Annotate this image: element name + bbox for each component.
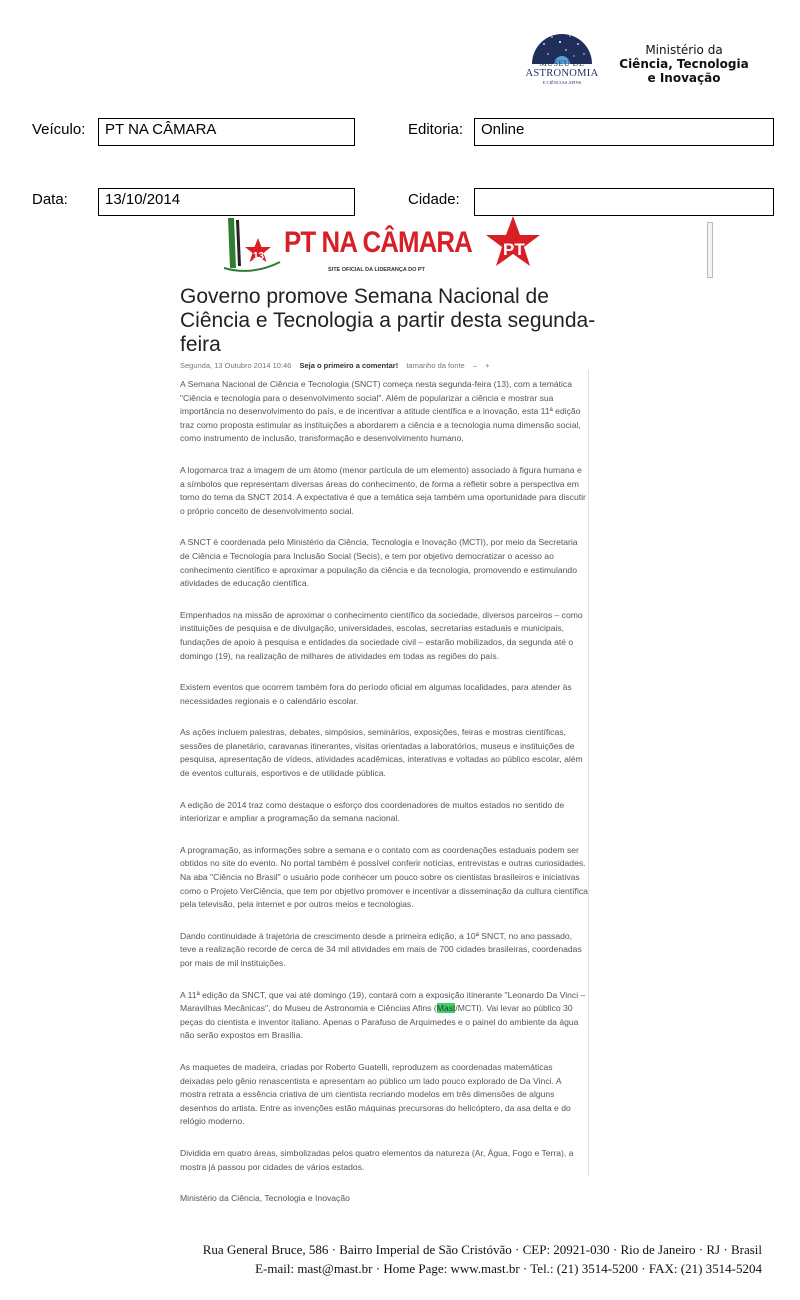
article-paragraph: A edição de 2014 traz como destaque o esforço dos coordenadores de muitos estados no sentido de interiorizar e ampliar a programação da semana nacional. xyxy=(180,799,565,824)
footer-line1: Rua General Bruce, 586 · Bairro Imperial de São Cristóvão · CEP: 20921-030 · Rio de Janeiro · RJ · Brasil xyxy=(202,1242,762,1257)
footer-address xyxy=(203,1240,762,1278)
article-paragraph: Empenhados na missão de aproximar o conhecimento científico da sociedade, diversos parceiros – como instituições de pesquisa e de divulgação, universidades, escolas, secretarias estaduais e municipais, fundações de apoio à pesquisa e entidades da sociedade civil – estarão mobilizados, da segunda até o domingo (19), na realização de milhares de atividades em todas as regiões do país. xyxy=(180,609,583,661)
article-paragraph: A programação, as informações sobre a semana e o contato com as coordenações estaduais podem ser obtidos no site do evento. No portal também é possível conferir notícias, entrevistas e outras curiosidades. Na aba "Ciência no Brasil" o usuário pode conhecer um pouco sobre os cientistas brasileiros e iniciativas como o Projeto VerCiência, que tem por objetivo promover e incentivar a disseminação da cultura científica pela televisão, pela internet e por outros meios e tecnologias. xyxy=(180,844,588,910)
font-increase-button[interactable]: + xyxy=(485,361,490,370)
ministry-line1: Ministério da xyxy=(645,43,723,57)
article-paragraph: Existem eventos que ocorrem também fora do período oficial em algumas localidades, para atender às necessidades regionais e o calendário escolar. xyxy=(180,682,572,706)
ministry-line3: e Inovação xyxy=(647,71,721,85)
article-headline: Governo promove Semana Nacional de Ciência e Tecnologia a partir desta segunda-feira xyxy=(180,285,596,356)
article-paragraph: Dando continuidade à trajetória de crescimento desde a primeira edição, a 10ª SNCT, no ano passado, teve a realização recorde de cerca de 34 mil atividades em mais de 700 cidades brasileiras, coordenadas por mais de mil instituições. xyxy=(180,930,582,968)
article-signature: Ministério da Ciência, Tecnologia e Inovação xyxy=(180,1193,350,1204)
ministry-line2: Ciência, Tecnologia xyxy=(619,57,749,71)
mast-highlight: Mast xyxy=(436,1003,456,1014)
article-paragraph: As ações incluem palestras, debates, simpósios, seminários, exposições, feiras e mostras científicas, sessões de planetário, caravanas itinerantes, visitas orientadas a laboratórios, museus e instituições de pesquisa, apresentação de vídeos, atividades acadêmicas, interativas e voltadas ao público escolar, além de eventos culturais, esportivos e de utilidade pública. xyxy=(180,727,583,779)
star-13-number: 13 xyxy=(253,251,265,262)
museum-logo-text xyxy=(522,60,602,85)
footer-line2: E-mail: mast@mast.br · Home Page: www.mast.br · Tel.: (21) 3514-5200 · FAX: (21) 3514-5204 xyxy=(255,1261,762,1276)
article-paragraph: As maquetes de madeira, criadas por Roberto Guatelli, reproduzem as coordenadas matemáticas deixadas pelo gênio renascentista e apresentam ao público um lado pouco explorado de Da Vinci. A mostra retrata a essência criativa de um cientista recriando modelos em três dimensões de alguns desenhos do artista. Entre as invenções estão máquinas precursoras do helicóptero, da asa delta e do relógio moderno. xyxy=(180,1061,571,1127)
column-divider xyxy=(588,370,589,1176)
museum-logo-line2: ASTRONOMIA xyxy=(525,68,599,79)
article-paragraph: A Semana Nacional de Ciência e Tecnologia (SNCT) começa nesta segunda-feira (13), com a temática "Ciência e tecnologia para o desenvolvimento social". Além de popularizar a ciência e mostrar sua importância no desenvolvimento do país, e de incentivar a atitude científica e a inovação, esta 11ª edição traz como proposta estimular as instituições a abordarem a ciência e a tecnologia numa dimensão social, como instrumento de inclusão, transformação e desenvolvimento humano. xyxy=(180,379,581,444)
font-size-label: tamanho da fonte xyxy=(406,361,465,370)
comment-link[interactable]: Seja o primeiro a comentar! xyxy=(299,361,399,370)
veiculo-field: PT NA CÂMARA xyxy=(98,118,355,146)
museum-logo-line3: E CIÊNCIAS AFINS xyxy=(542,79,582,85)
article-meta xyxy=(180,361,495,370)
editoria-field: Online xyxy=(474,118,774,146)
cidade-label: Cidade: xyxy=(408,191,460,208)
data-label: Data: xyxy=(32,191,68,208)
pt-star-label: PT xyxy=(503,240,525,259)
cidade-field xyxy=(474,188,774,216)
article-paragraph-mast xyxy=(180,989,588,1043)
museum-logo-line1: MUSEU DE xyxy=(539,59,585,68)
article-paragraph: A logomarca traz a imagem de um átomo (menor partícula de um elemento) associado à figura humana e a símbolos que representam diversas áreas do conhecimento, de forma a refletir sobre a perspectiva em torno do tema da SNCT 2014. A expectativa é que a temática seja também uma oportunidade para discutir o próprio conceito de desenvolvimento social. xyxy=(180,464,586,516)
font-decrease-button[interactable]: – xyxy=(472,361,477,370)
pt-banner-subtitle: SITE OFICIAL DA LIDERANÇA DO PT xyxy=(328,267,425,273)
data-field: 13/10/2014 xyxy=(98,188,355,216)
p10-before: A 11ª edição da SNCT, que vai até domingo (19), contará com a exposição itinerante "Leonardo Da Vinci – Maravilhas Mecânicas", do Museu de Astronomia e Ciências Afins ( xyxy=(180,989,586,1014)
veiculo-label: Veículo: xyxy=(32,121,86,138)
article-paragraph: A SNCT é coordenada pelo Ministério da Ciência, Tecnologia e Inovação (MCTI), por meio da Secretaria de Ciência e Tecnologia para Inclusão Social (Secis), e tem por objetivo democratizar o acesso ao conhecimento científico e aproximar a população da ciência e da tecnologia, promovendo e estimulando atividades de educação científica. xyxy=(180,537,578,589)
article-paragraph: Dividida em quatro áreas, simbolizadas pelos quatro elementos da natureza (Ar, Água, Fogo e Terra), a mostra já passou por cidades de vários estados. xyxy=(180,1147,574,1172)
p10-after: /MCTI). Vai levar ao público 30 peças do cientista e inventor italiano. Apenas o Parafuso de Arquimedes e o painel do ambiente da água não serão expostos em Brasília. xyxy=(180,1003,579,1041)
pt-banner-title: PT NA CÂMARA xyxy=(284,226,472,259)
article-date: Segunda, 13 Outubro 2014 10:46 xyxy=(180,361,292,370)
editoria-label: Editoria: xyxy=(408,121,464,138)
scrollbar[interactable] xyxy=(707,222,713,278)
ministry-name xyxy=(614,43,754,85)
article-body xyxy=(180,378,588,1224)
